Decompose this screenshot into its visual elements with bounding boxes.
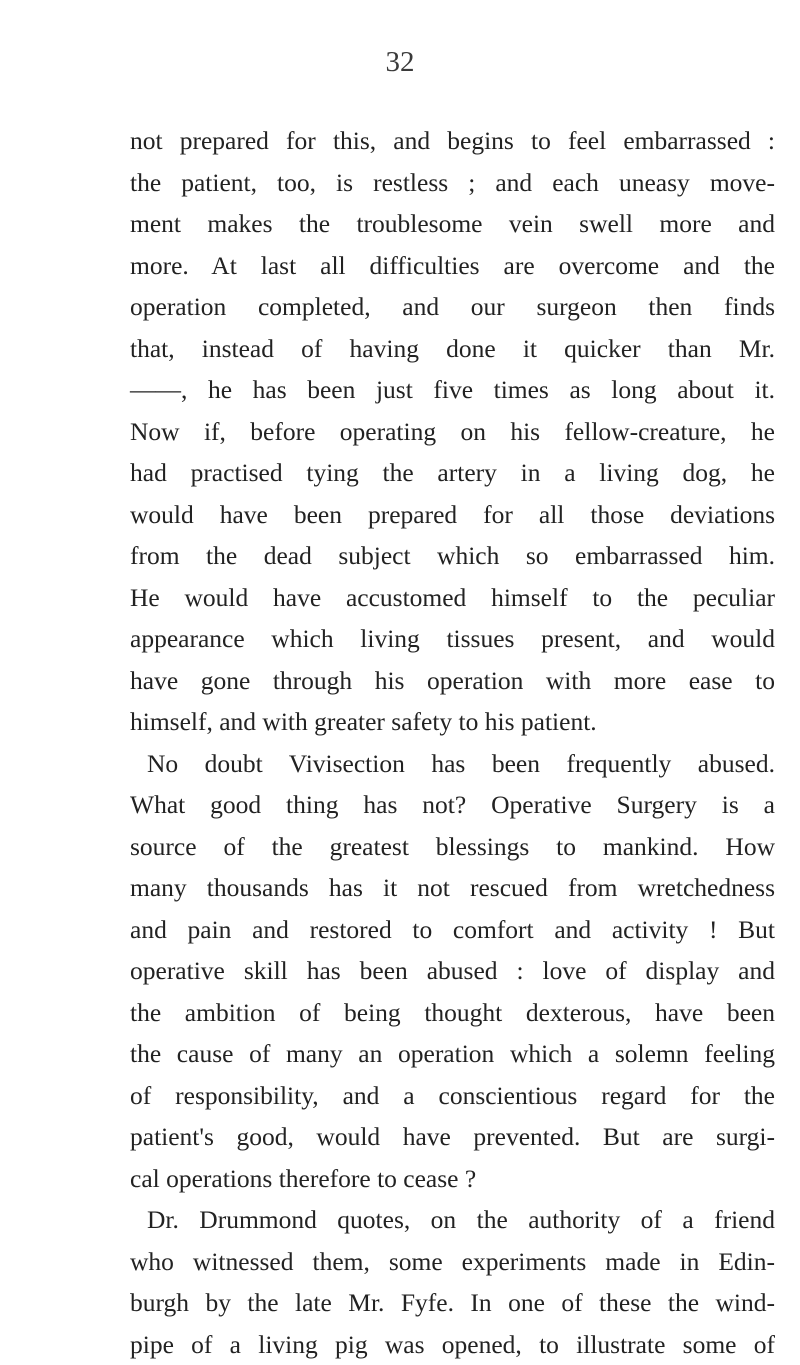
text-line: who witnessed them, some experiments made in Edin-	[130, 1241, 775, 1283]
text-line: operative skill has been abused : love of display and	[130, 950, 775, 992]
text-line: and pain and restored to comfort and activity ! But	[130, 909, 775, 951]
text-line: the cause of many an operation which a solemn feeling	[130, 1033, 775, 1075]
text-line: not prepared for this, and begins to feel embarrassed :	[130, 120, 775, 162]
text-line: He would have accustomed himself to the peculiar	[130, 577, 775, 619]
text-line: source of the greatest blessings to mankind. How	[130, 826, 775, 868]
text-line: Dr. Drummond quotes, on the authority of a friend	[130, 1199, 775, 1241]
text-line: operation completed, and our surgeon then finds	[130, 286, 775, 328]
text-line: that, instead of having done it quicker than Mr.	[130, 328, 775, 370]
text-line: from the dead subject which so embarrassed him.	[130, 535, 775, 577]
text-line: had practised tying the artery in a living dog, he	[130, 452, 775, 494]
text-line: the ambition of being thought dexterous, have been	[130, 992, 775, 1034]
text-line: many thousands has it not rescued from wretchedness	[130, 867, 775, 909]
text-line: pipe of a living pig was opened, to illustrate some of	[130, 1324, 775, 1365]
page-body-text	[130, 120, 775, 1365]
text-line: patient's good, would have prevented. But are surgi-	[130, 1116, 775, 1158]
text-line: of responsibility, and a conscientious regard for the	[130, 1075, 775, 1117]
text-line: himself, and with greater safety to his patient.	[130, 701, 775, 743]
text-line: appearance which living tissues present, and would	[130, 618, 775, 660]
text-line: have gone through his operation with more ease to	[130, 660, 775, 702]
text-line: ——, he has been just five times as long about it.	[130, 369, 775, 411]
text-line: cal operations therefore to cease ?	[130, 1158, 775, 1200]
text-line: No doubt Vivisection has been frequently abused.	[130, 743, 775, 785]
text-line: the patient, too, is restless ; and each uneasy move-	[130, 162, 775, 204]
text-line: ment makes the troublesome vein swell more and	[130, 203, 775, 245]
text-line: burgh by the late Mr. Fyfe. In one of these the wind-	[130, 1282, 775, 1324]
text-line: more. At last all difficulties are overcome and the	[130, 245, 775, 287]
text-line: What good thing has not? Operative Surgery is a	[130, 784, 775, 826]
page-number: 32	[0, 46, 800, 78]
text-line: Now if, before operating on his fellow-creature, he	[130, 411, 775, 453]
text-line: would have been prepared for all those deviations	[130, 494, 775, 536]
